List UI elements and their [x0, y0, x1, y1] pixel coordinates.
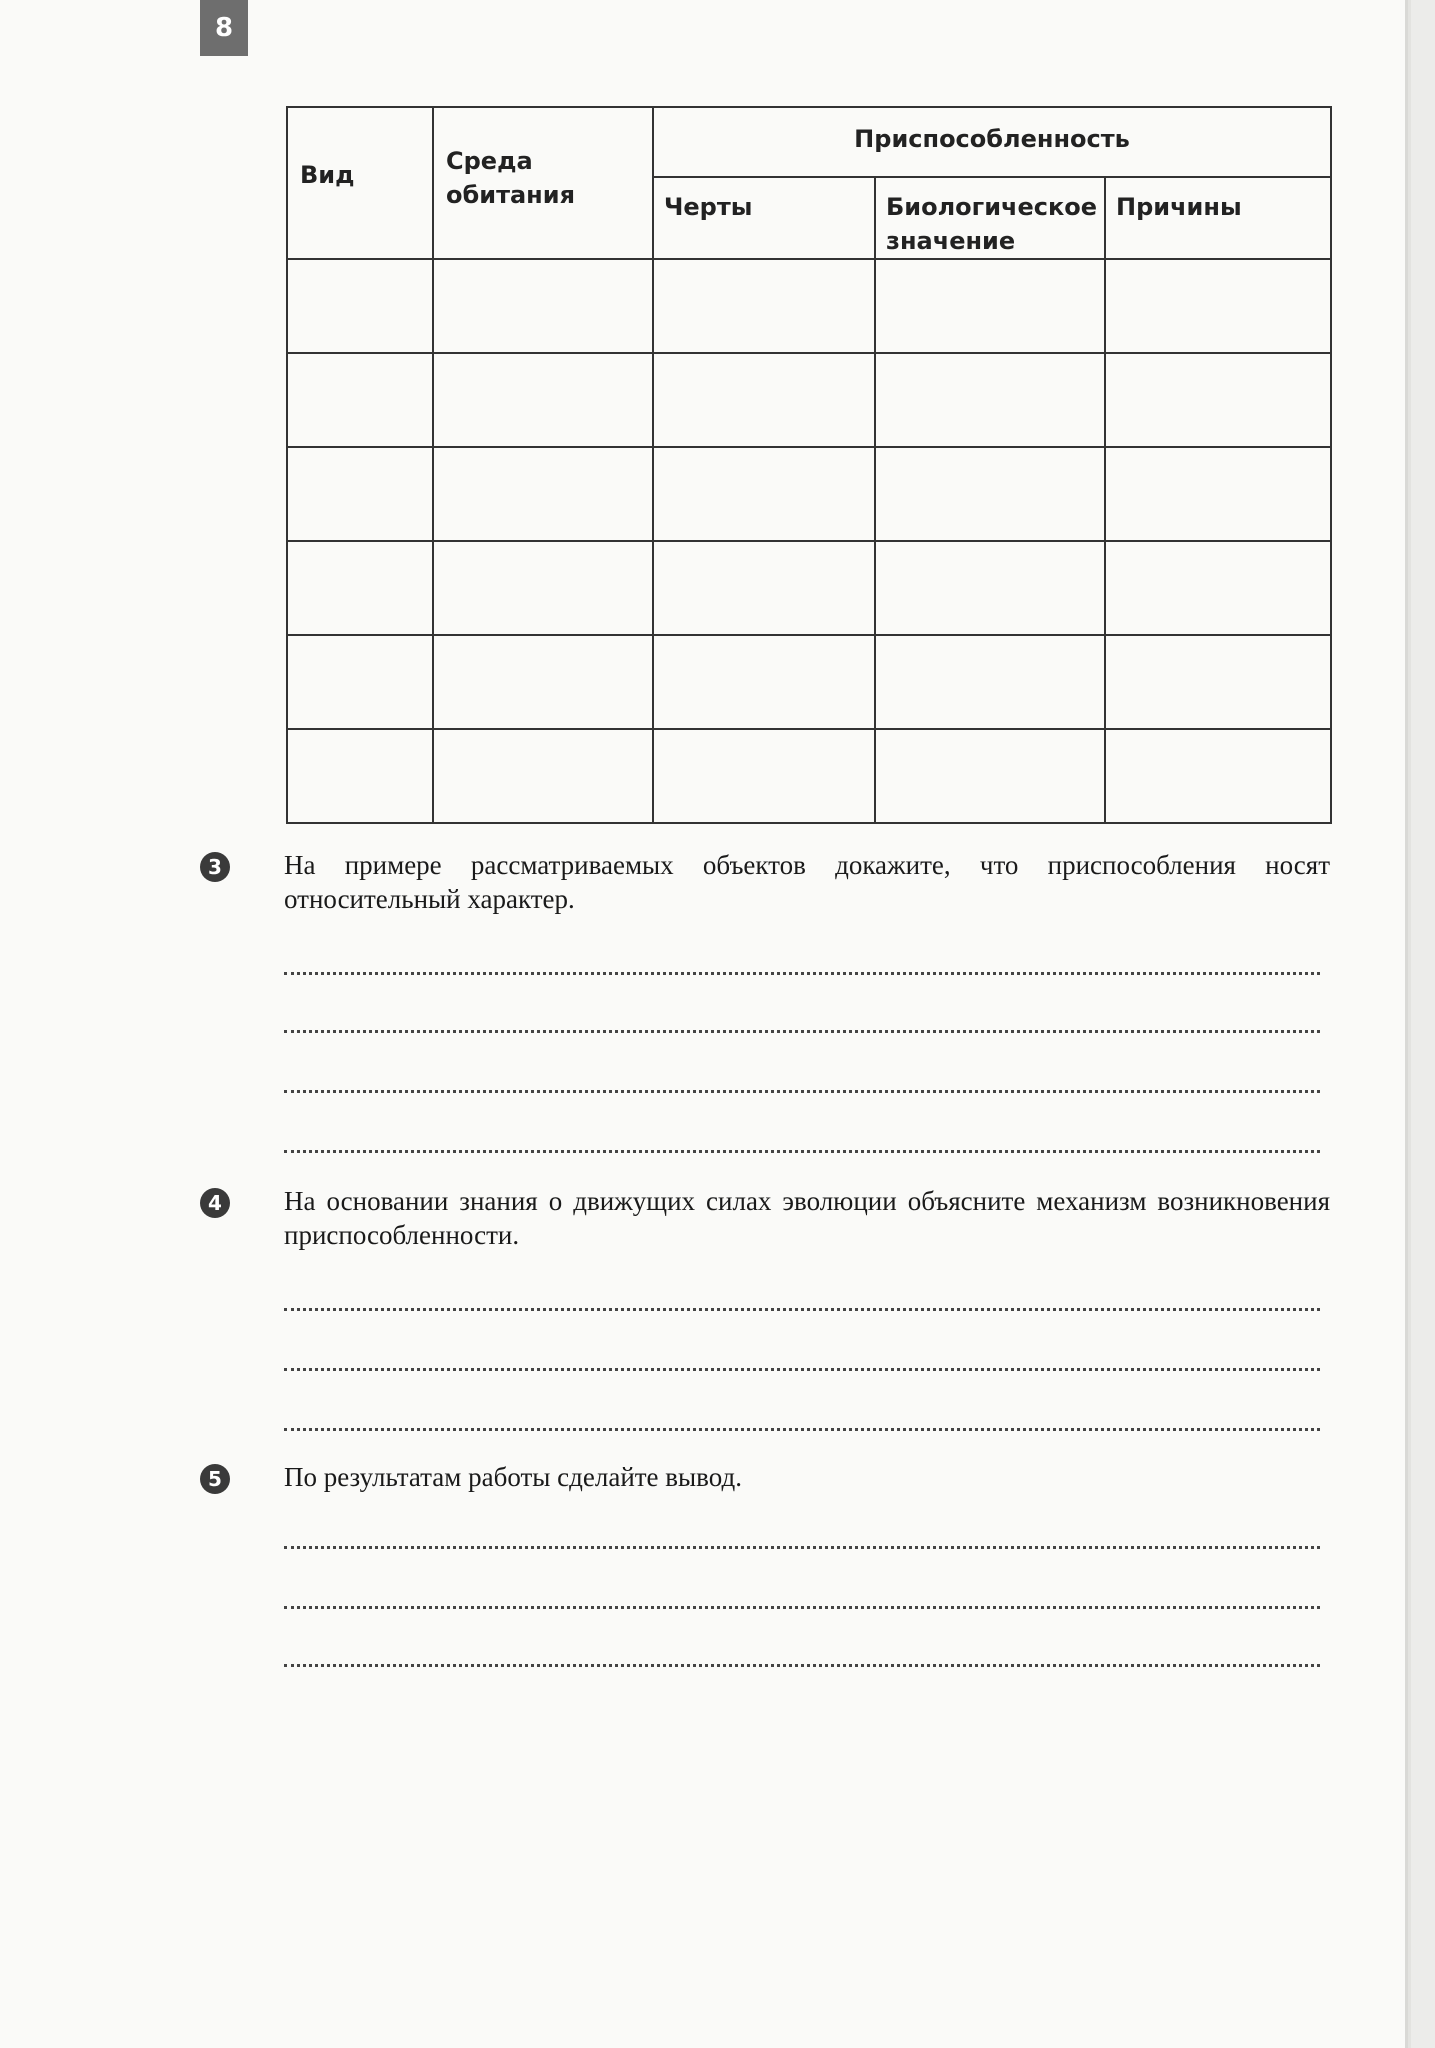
table-cell[interactable] [875, 447, 1105, 541]
table-row [287, 447, 1331, 541]
table-cell[interactable] [875, 353, 1105, 447]
answer-line[interactable] [284, 1368, 1320, 1371]
table-row [287, 635, 1331, 729]
table-cell[interactable] [875, 635, 1105, 729]
header-features: Черты [653, 177, 875, 259]
task-number-badge: 5 [200, 1464, 230, 1494]
answer-line[interactable] [284, 1090, 1320, 1093]
table-row [287, 729, 1331, 823]
table-cell[interactable] [433, 729, 653, 823]
task-number-badge: 3 [200, 852, 230, 882]
task-3 [200, 848, 1330, 1168]
table-cell[interactable] [1105, 729, 1331, 823]
table-cell[interactable] [653, 541, 875, 635]
table-cell[interactable] [433, 259, 653, 353]
table-cell[interactable] [433, 353, 653, 447]
adaptation-table [286, 106, 1332, 824]
table-row [287, 541, 1331, 635]
table-cell[interactable] [1105, 541, 1331, 635]
answer-line[interactable] [284, 1308, 1320, 1311]
table-cell[interactable] [287, 635, 433, 729]
table-cell[interactable] [653, 729, 875, 823]
task-5 [200, 1460, 1330, 1680]
table-cell[interactable] [433, 447, 653, 541]
table-cell[interactable] [653, 635, 875, 729]
table-cell[interactable] [287, 353, 433, 447]
table-cell[interactable] [875, 729, 1105, 823]
table-cell[interactable] [653, 447, 875, 541]
header-species: Вид [287, 107, 433, 259]
answer-line[interactable] [284, 1030, 1320, 1033]
task-prompt: На основании знания о движущих силах эволюции объясните механизм возникновения приспособленности. [284, 1186, 1330, 1250]
header-habitat: Среда обитания [433, 107, 653, 259]
answer-line[interactable] [284, 1150, 1320, 1153]
table-cell[interactable] [287, 447, 433, 541]
answer-line[interactable] [284, 1428, 1320, 1431]
table-cell[interactable] [653, 259, 875, 353]
table-cell[interactable] [653, 353, 875, 447]
header-biological-significance: Биологическое значение [875, 177, 1105, 259]
task-prompt: На примере рассматриваемых объектов докажите, что приспособления носят относительный характер. [284, 850, 1330, 914]
answer-line[interactable] [284, 1606, 1320, 1609]
table-cell[interactable] [1105, 635, 1331, 729]
table-cell[interactable] [1105, 447, 1331, 541]
table-cell[interactable] [433, 541, 653, 635]
table-cell[interactable] [875, 259, 1105, 353]
table-cell[interactable] [1105, 259, 1331, 353]
table-cell[interactable] [433, 635, 653, 729]
answer-line[interactable] [284, 972, 1320, 975]
table-row [287, 353, 1331, 447]
table-cell[interactable] [287, 259, 433, 353]
table-row [287, 259, 1331, 353]
page-number: 8 [200, 0, 248, 56]
header-adaptation: Приспособленность [653, 107, 1331, 177]
answer-line[interactable] [284, 1546, 1320, 1549]
table-cell[interactable] [287, 729, 433, 823]
task-number-badge: 4 [200, 1188, 230, 1218]
header-reasons: Причины [1105, 177, 1331, 259]
task-4 [200, 1184, 1330, 1444]
table-cell[interactable] [287, 541, 433, 635]
task-prompt: По результатам работы сделайте вывод. [284, 1462, 742, 1492]
answer-line[interactable] [284, 1664, 1320, 1667]
table-cell[interactable] [875, 541, 1105, 635]
table-cell[interactable] [1105, 353, 1331, 447]
